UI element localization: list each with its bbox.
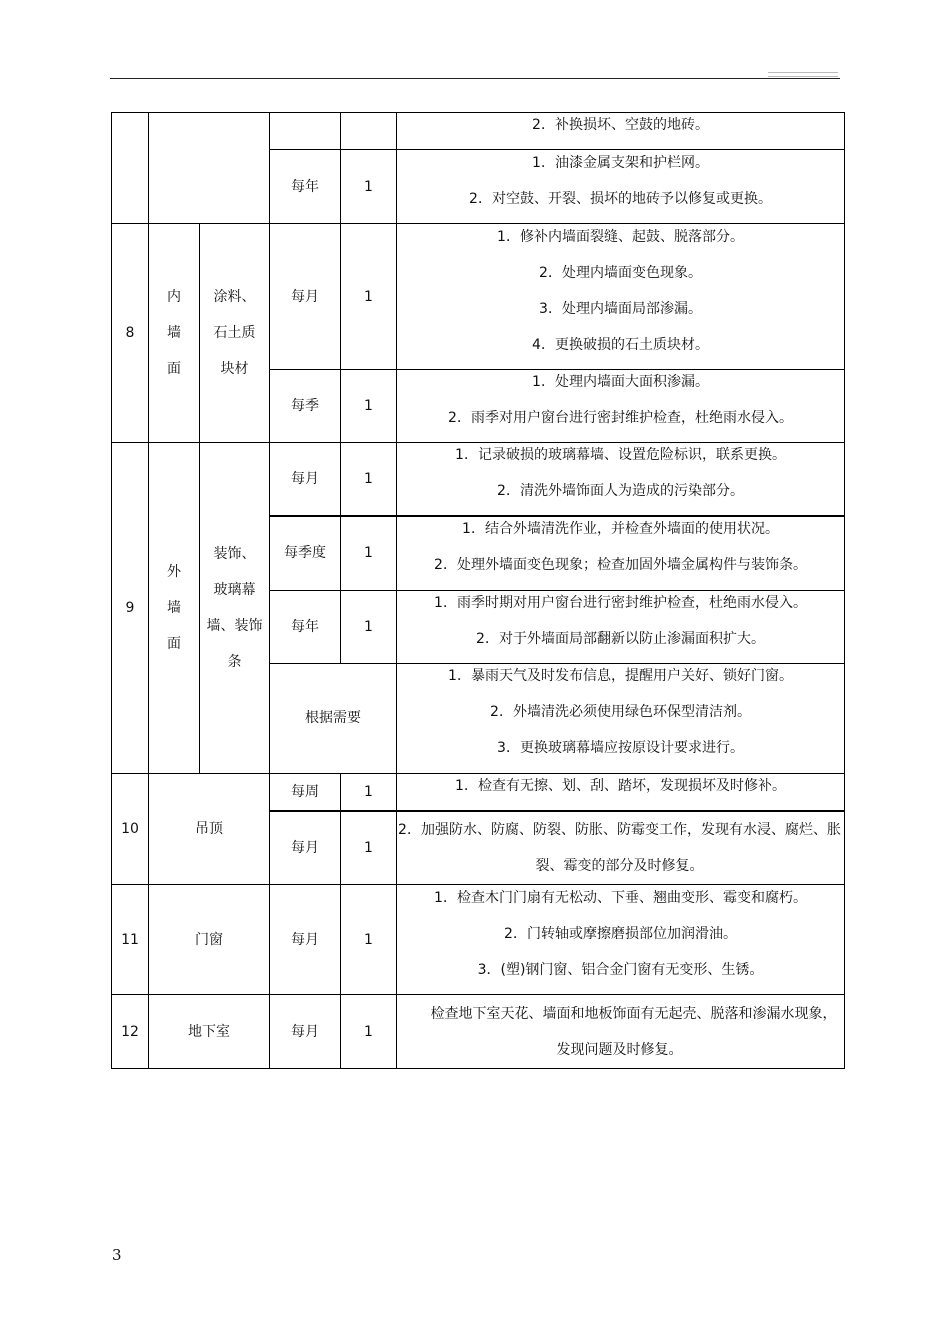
content-line: 2．处理内墙面变色现象。 [539, 264, 702, 281]
freq-cell: 每周 [270, 773, 341, 811]
times-cell: 1 [341, 516, 397, 590]
freq-cell: 每季 [270, 370, 341, 443]
freq-cell: 根据需要 [270, 663, 397, 773]
content-cell [397, 150, 845, 224]
table-row [112, 995, 845, 1069]
freq-cell: 每月 [270, 443, 341, 517]
times-cell [341, 113, 397, 150]
content-cell [397, 443, 845, 517]
times-cell: 1 [341, 773, 397, 811]
freq-cell: 每月 [270, 224, 341, 370]
freq-cell: 每月 [270, 885, 341, 995]
times-cell: 1 [341, 443, 397, 517]
content-line: 2．处理外墙面变色现象；检查加固外墙金属构件与装饰条。 [434, 557, 807, 574]
content-line: 1．油漆金属支架和护栏网。 [532, 154, 709, 171]
freq-cell: 每年 [270, 150, 341, 224]
times-cell: 1 [341, 885, 397, 995]
content-line: 1．处理内墙面大面积渗漏。 [532, 374, 709, 390]
content-line: 1．检查木门门扇有无松动、下垂、翘曲变形、霉变和腐朽。 [434, 889, 807, 906]
times-cell: 1 [341, 224, 397, 370]
content-line: 1．记录破损的玻璃幕墙、设置危险标识，联系更换。 [455, 447, 786, 463]
row-num-cell [112, 113, 149, 224]
content-line: 3．(塑)钢门窗、铝合金门窗有无变形、生锈。 [477, 961, 764, 978]
content-line: 4．更换破损的石土质块材。 [532, 336, 709, 353]
content-line: 2．雨季对用户窗台进行密封维护检查，杜绝雨水侵入。 [448, 410, 793, 426]
content-cell [397, 113, 845, 150]
row-num: 11 [112, 885, 149, 995]
freq-cell [270, 113, 341, 150]
content-cell [397, 224, 845, 370]
content-line: 3．更换玻璃幕墙应按原设计要求进行。 [497, 740, 744, 756]
times-cell: 1 [341, 811, 397, 885]
material-name: 装饰、 玻璃幕 墙、装饰 条 [200, 443, 270, 774]
item-name: 地下室 [149, 995, 270, 1069]
content-cell [397, 995, 845, 1069]
table-row [112, 113, 845, 150]
times-cell: 1 [341, 590, 397, 663]
content-line: 2．清洗外墙饰面人为造成的污染部分。 [497, 483, 744, 499]
row-num: 9 [112, 443, 149, 774]
content-line: 2．对于外墙面局部翻新以防止渗漏面积扩大。 [476, 630, 765, 647]
item-name: 吊顶 [149, 773, 270, 885]
table-row [112, 773, 845, 811]
content-line: 1．修补内墙面裂缝、起鼓、脱落部分。 [497, 228, 744, 245]
table-row [112, 885, 845, 995]
item-name: 外 墙 面 [149, 443, 200, 774]
maintenance-table [111, 112, 845, 1069]
material-name: 涂料、 石土质 块材 [200, 224, 270, 443]
item-name: 门窗 [149, 885, 270, 995]
table-row [112, 224, 845, 370]
content-cell [397, 590, 845, 663]
table-row [112, 443, 845, 517]
content-line: 2．外墙清洗必须使用绿色环保型清洁剂。 [490, 704, 751, 720]
item-name: 内 墙 面 [149, 224, 200, 443]
row-num: 8 [112, 224, 149, 443]
times-cell: 1 [341, 150, 397, 224]
content-cell [397, 811, 845, 885]
freq-cell: 每季度 [270, 516, 341, 590]
content-line: 1．检查有无擦、划、刮、踏坏，发现损坏及时修补。 [455, 777, 786, 794]
row-num: 10 [112, 773, 149, 885]
content-line: 2．门转轴或摩擦磨损部位加润滑油。 [504, 925, 737, 942]
header-mark [768, 72, 838, 77]
content-cell [397, 516, 845, 590]
page-number: 3 [112, 1246, 122, 1264]
item-cell [149, 113, 270, 224]
content-line: 1．暴雨天气及时发布信息，提醒用户关好、锁好门窗。 [448, 668, 793, 684]
content-line: 检查地下室天花、墙面和地板饰面有无起壳、脱落和渗漏水现象，发现问题及时修复。 [430, 1005, 837, 1058]
content-line: 2．补换损坏、空鼓的地砖。 [532, 117, 709, 133]
content-line: 3．处理内墙面局部渗漏。 [539, 300, 702, 317]
freq-cell: 每月 [270, 995, 341, 1069]
times-cell: 1 [341, 995, 397, 1069]
header-rule [110, 78, 840, 79]
content-line: 2．对空鼓、开裂、损坏的地砖予以修复或更换。 [469, 190, 772, 207]
freq-cell: 每年 [270, 590, 341, 663]
content-cell [397, 370, 845, 443]
content-cell [397, 885, 845, 995]
content-line: 1．结合外墙清洗作业，并检查外墙面的使用状况。 [462, 521, 779, 538]
content-line: 1．雨季时期对用户窗台进行密封维护检查，杜绝雨水侵入。 [434, 594, 807, 611]
row-num: 12 [112, 995, 149, 1069]
content-cell [397, 663, 845, 773]
freq-cell: 每月 [270, 811, 341, 885]
content-line: 2．加强防水、防腐、防裂、防胀、防霉变工作，发现有水浸、腐烂、胀裂、霉变的部分及时修复。 [398, 821, 841, 874]
content-cell [397, 773, 845, 811]
times-cell: 1 [341, 370, 397, 443]
